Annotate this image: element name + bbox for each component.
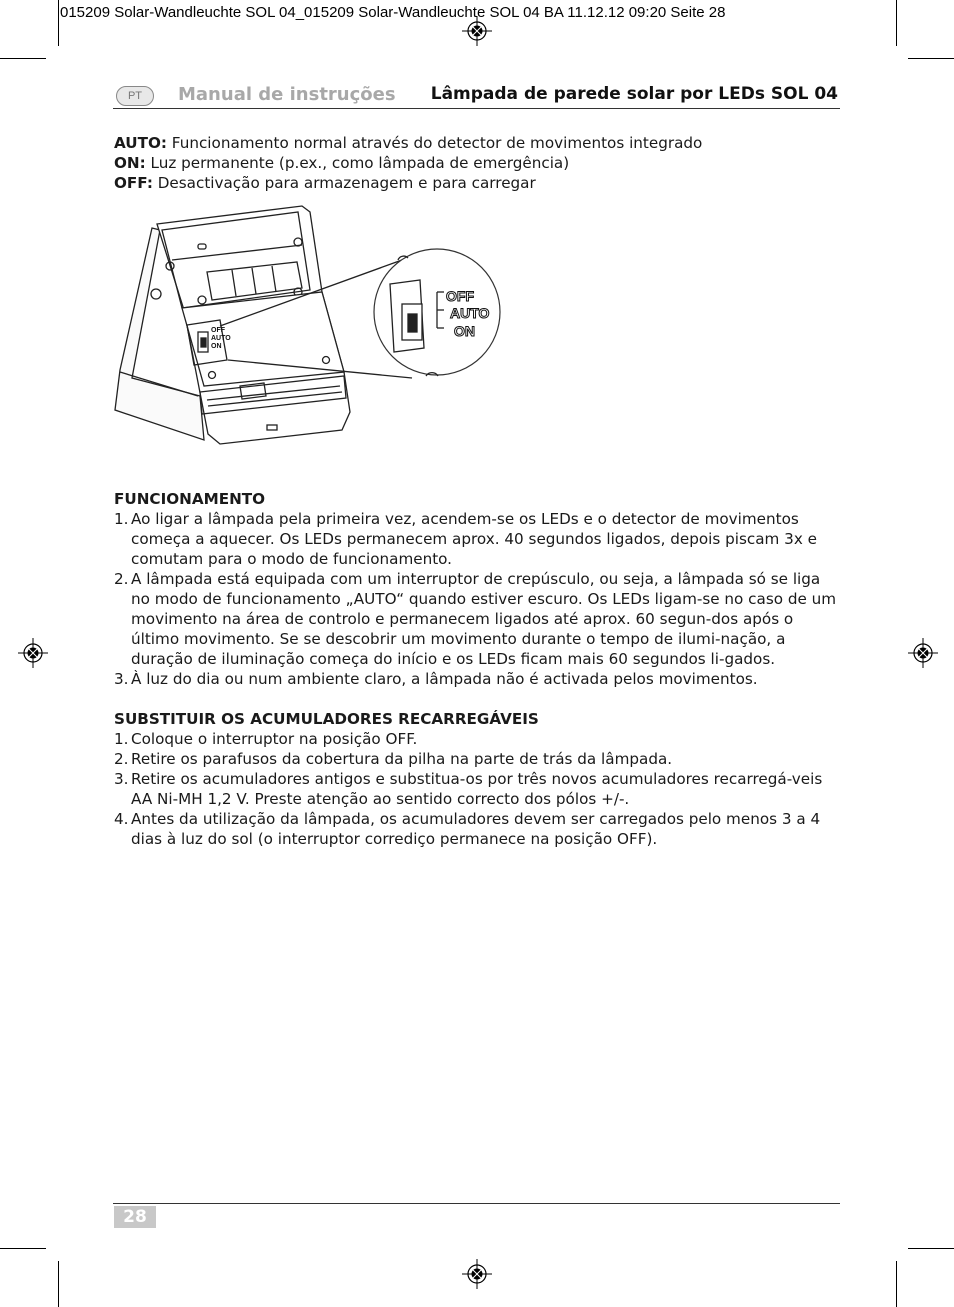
list-item [114,669,842,689]
mode-line-off [114,173,842,193]
list-text: Coloque o interruptor na posição OFF. [131,730,418,748]
list-item [114,769,842,809]
list-item [114,569,842,669]
mode-key: OFF: [114,174,153,192]
crop-mark-bottom-left-h [0,1248,46,1249]
footer-rule [113,1203,840,1204]
manual-label: Manual de instruções [178,84,396,105]
mode-line-on [114,153,842,173]
list-number: 2. [114,750,129,768]
crop-mark-top-right-v [896,0,897,46]
crop-mark-bottom-right-v [896,1261,897,1307]
language-badge: PT [116,86,154,106]
list-text: Retire os parafusos da cobertura da pilha na parte de trás da lâmpada. [131,750,673,768]
section-heading-substituir: SUBSTITUIR OS ACUMULADORES RECARREGÁVEIS [114,710,539,728]
registration-mark-left-icon [18,638,48,668]
mode-key: AUTO: [114,134,167,152]
zoom-label-auto: AUTO [450,305,490,321]
list-item [114,809,842,849]
list-item [114,509,842,569]
print-slug: 015209 Solar-Wandleuchte SOL 04_015209 Solar-Wandleuchte SOL 04 BA 11.12.12 09:20 Seite 28 [60,4,726,21]
list-text: Ao ligar a lâmpada pela primeira vez, acendem-se os LEDs e o detector de movimentos começa a aquecer. Os LEDs permanecem aprox. 40 segundos ligados, depois piscam 3x e comutam para o modo de funcionamento. [131,510,817,568]
mode-line-auto [114,133,842,153]
registration-mark-right-icon [908,638,938,668]
list-text: Retire os acumuladores antigos e substitua-os por três novos acumuladores recarregá-veis AA Ni-MH 1,2 V. Preste atenção ao sentido correcto dos pólos +/-. [131,770,823,808]
funcionamento-list [114,509,842,689]
small-label-off: OFF [211,327,225,334]
mode-key: ON: [114,154,146,172]
list-text: À luz do dia ou num ambiente claro, a lâmpada não é activada pelos movimentos. [131,670,758,688]
list-number: 3. [114,670,129,688]
registration-mark-bottom-icon [462,1259,492,1289]
list-number: 1. [114,510,129,528]
section-gap [114,689,842,709]
list-number: 2. [114,570,129,588]
mode-text: Funcionamento normal através do detector de movimentos integrado [166,134,703,152]
list-item [114,749,842,769]
crop-mark-top-left-h [0,58,46,59]
running-header [113,82,840,109]
zoom-label-off: OFF [446,288,474,304]
list-number: 1. [114,730,129,748]
crop-mark-bottom-right-h [908,1248,954,1249]
list-text: Antes da utilização da lâmpada, os acumuladores devem ser carregados pelo menos 3 a 4 dias à luz do sol (o interruptor corrediço permanece na posição OFF). [131,810,821,848]
mode-text: Luz permanente (p.ex., como lâmpada de emergência) [145,154,570,172]
substituir-list [114,729,842,849]
registration-mark-top-icon [462,16,492,46]
mode-text: Desactivação para armazenagem e para carregar [152,174,536,192]
zoom-label-on: ON [454,323,475,339]
page-number: 28 [114,1206,156,1228]
list-number: 4. [114,810,129,828]
list-item [114,729,842,749]
small-label-auto: AUTO [211,335,231,342]
section-heading-funcionamento: FUNCIONAMENTO [114,490,266,508]
list-number: 3. [114,770,129,788]
list-text: A lâmpada está equipada com um interruptor de crepúsculo, ou seja, a lâmpada só se liga no modo de funcionamento „AUTO“ quando estiver escuro. Os LEDs ligam-se no caso de um movimento na área de controlo e permanecem ligados até aprox. 60 segun-dos após o último movimento. Se se descobrir um movimento durante o tempo de ilumi-nação, a duração de iluminação começa do início e os LEDs ficam mais 60 segundos li-gados. [131,570,837,668]
lamp-switch-illustration [112,200,502,450]
small-label-on: ON [211,343,222,350]
crop-mark-top-left-v [58,0,59,46]
crop-mark-top-right-h [908,58,954,59]
crop-mark-bottom-left-v [58,1261,59,1307]
product-title: Lâmpada de parede solar por LEDs SOL 04 [430,84,838,104]
